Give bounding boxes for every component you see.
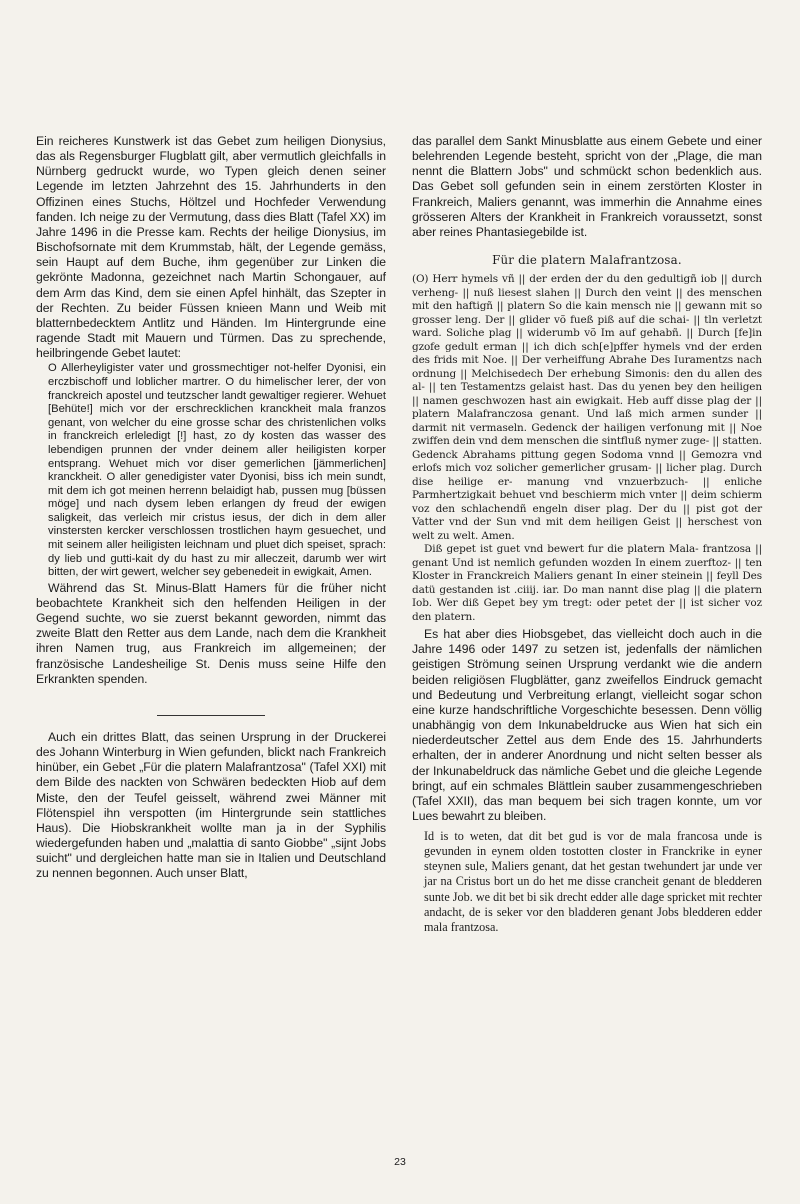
section-divider <box>157 715 265 716</box>
prayer-title: Für die platern Malafrantzosa. <box>492 253 682 268</box>
page-number: 23 <box>394 1156 406 1168</box>
left-column <box>36 134 386 882</box>
right-column <box>412 134 762 935</box>
prayer-quote-dionysius: O Allerheyligister vater und grossmechtiger not-helfer Dyonisi, ein erczbischoff und loblicher martrer. O du himelischer lerer, der von franckreich apostel und teutzscher landt gewaltiger regierer. Wehuet [Behüte!] mich vor der erschrecklichen kranckheit mala franzos genant, von welcher du eine grosse schar des christenlichen volks in franckreich erleledigt [!] hast, zo dy kosten das wasser des lebendigen prunnen der vnder deinem aller heiligisten korper entsprang. Wehuet mich vor diser gemerlichen [jämmerlichen] kranckheit. O aller genedigister vater Dyonisi, biss ich mein sundt, mit dem ich got meinen herrenn belaidigt hab, pussen mug [büssen möge] und nach dysem leben erlangen dy freud der ewigen saligkeit, das verleich mir cristus iesus, der dich in dem aller vinstersten kercker verschlossen trostlichen haym gesuechet, und mit seinem aller heiligisten leichnam und pluet dich speiset, sprach: dy lieb und gutti-kait dy du hast zu mir alleczeit, darumb wer wirt bitten, der wirt gewert, welcher sey gebenedeit in ewigkait, Amen. <box>48 362 386 579</box>
prayer-legend-blackletter: Diß gepet ist guet vnd bewert fur die platern Mala- frantzosa || genant Und ist nemlich gefunden wozden In einem zuerftoz- || ten Kloster in Franckreich Maliers genant In einer steinein || feyll Des datü gestanden ist .ciiij. iar. Do man nannt dise plag || die platern Iob. Wer diß Gepet bey ym tregt: oder petet der || ist sicher voz den platern. <box>412 543 762 623</box>
prayer-text-blackletter: (O) Herr hymels vñ || der erden der du den gedultigñ iob || durch verheng- || nuß liesest slahen || Durch den veint || des menschen mit den haftigñ || platern So die kain mensch nie || gewann mit so grosser leng. Der || glider võ fueß piß auf die schai- || tln verletzt ward. Soliche plag || widerumb võ Im auf gehabñ. || Durch [fe]in gzofe gedult erman || ich dich sch[e]pffer hymels vnd der erden des frids mit Noe. || Der verheiffung Abrahe Des Iuramentzs nach ordnung || Melchisedech Der erhebung Simonis: den du allen des al- || ten Testamentzs gelaist hast. Das du yenen bey den heiligen || namen geschwozen hast ain ewigkait. Heb auff disse plag der || platern Malafranczosa genant. Und laß mich armen sunder || darmit nit vermaseln. Gedenck der hailigen verfonung mit || Noe zwiffen dein vnd dem menschen die sintfluß nymer zuge- || statten. Gedenck Abrahams pittung gegen Sodoma vnnd || Gemozra vnd erlofs mich voz solicher gemerlicher grusam- || licher plag. Durch dise heilige er- manung vnd vnzuerbzuch- || enliche Parmhertzigkait behuet vnd beschierm mich vnter || deim schierm voz den schlachendñ engeln diser plag. Der du || pist got der Vatter vnd der Sun vnd mit dem heiligen Geist || herschest von welt zu welt. Amen. <box>412 273 762 542</box>
paragraph-dionysius-intro: Ein reicheres Kunstwerk ist das Gebet zum heiligen Dionysius, das als Regensburger Flugblatt gilt, aber vermutlich gleichfalls in Nürnberg gedruckt wurde, wo Typen gleich denen seiner Legende im letzten Jahrzehnt des 15. Jahrhunderts in den Offizinen eines Stuchs, Höltzel und Hochfeder Verwendung fanden. Ich neige zu der Vermutung, dass dies Blatt (Tafel XX) im Jahre 1496 in die Presse kam. Rechts der heilige Dionysius, im Bischofsornate mit dem Krummstab, hält, der Legende gemäss, sein Haupt auf dem Buche, ihm gegenüber zur Linken die gekrönte Madonna, gezeichnet nach Martin Schongauer, auf dem Arm das Kind, dem sie einen Apfel hinhält, das Szepter in der Rechten. Zu beider Füssen knieen Mann und Weib mit blatternbedecktem Antlitz und Händen. Im Hintergrunde eine ragende Stadt mit Mauern und Türmen. Das zu sprechende, heilbringende Gebet lautet: <box>36 134 386 361</box>
paragraph-job-legend: das parallel dem Sankt Minusblatte aus einem Gebete und einer belehrenden Legende besteht, spricht von der „Plage, die man nennt die Blattern Jobs" und schmückt schon bedenklich aus. Das Gebet soll gefunden sein in einem zerstörten Kloster in Frankreich, Maliers genannt, was immerhin die Annahme eines grösseren Alters der Krankheit in Frankreich voraussetzt, sonst aber reines Phantasiegebilde ist. <box>412 134 762 239</box>
paragraph-hiob-gebet: Es hat aber dies Hiobsgebet, das vielleicht doch auch in die Jahre 1496 oder 1497 zu setzen ist, jedenfalls der nämlichen geistigen Strömung seinen Ursprung verdankt wie die andern beiden religiösen Flugblätter, ganz zweifellos Eindruck gemacht und Bedeutung und Verbreitung erlangt, vielleicht sogar schon eine kurze handschriftliche Vorgeschichte besessen. Denn völlig unabhängig von dem Inkunabeldrucke aus Wien hat sich ein niederdeutscher Zettel aus dem Ende des 15. Jahrhunderts erhalten, der in anderer Anordnung und nicht selten besser als der Inkunabeldruck das nämliche Gebet und die gleiche Legende bringt, auf ein schmales Blättlein sauber zusammengeschrieben (Tafel XXII), das man bequem bei sich tragen konnte, um vor Lues bewahrt zu bleiben. <box>412 627 762 823</box>
paragraph-minus-blatt: Während das St. Minus-Blatt Hamers für die früher nicht beobachtete Krankheit sich den helfenden Heiligen in der Gegend suchte, wo sie zuerst bekannt geworden, nimmt das zweite Blatt den Retter aus dem Lande, nach dem die Krankheit ihren Namen trug, aus Frankreich im allgemeinen; der französische Landesheilige St. Denis muss seine Hilfe den Erkrankten spenden. <box>36 580 386 686</box>
low-german-quote: Id is to weten, dat dit bet gud is vor de mala francosa unde is gevunden in eynem olden tostotten closter in Franckrike in eyner steynen sule, Maliers genant, dat het gestan twehundert jar unde ver jar na Cristus bort un do het me disse crancheit genant de bledderen sunte Job. we dit bet bi sik drecht edder alle dage spricket mit rechter andacht, de is seker vor den bladderen genant Jobs bledderen edder mala frantzosa. <box>424 829 762 934</box>
paragraph-third-leaf: Auch ein drittes Blatt, das seinen Ursprung in der Druckerei des Johann Winterburg in Wien gefunden, blickt nach Frankreich hinüber, ein Gebet „Für die platern Malafrantzosa" (Tafel XXI) mit dem Bilde des nackten von Schwären bedeckten Hiob auf dem Miste, den der Teufel geisselt, während zwei Männer mit Flötenspiel ihn verspotten (im Hintergrunde sein stattliches Haus). Die Hiobskrankheit wollte man ja in der Syphilis wiedergefunden haben und „malattia di santo Giobbe" „sijnt Jobs suicht" und dergleichen hatte man sie in Italien und Deutschland zu nennen begonnen. Auch unser Blatt, <box>36 729 386 881</box>
